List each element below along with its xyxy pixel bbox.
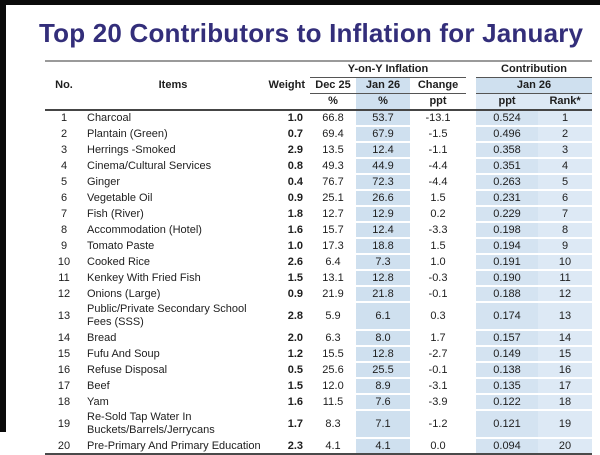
table-row [45, 254, 592, 270]
spacer-cell [466, 238, 476, 254]
cell-weight: 1.8 [263, 206, 310, 222]
table-row [45, 394, 592, 410]
cell-item: Re-Sold Tap Water In Buckets/Barrels/Jerrycans [83, 410, 263, 438]
cell-jan26: 7.6 [356, 394, 410, 410]
table-row [45, 286, 592, 302]
cell-jan26: 6.1 [356, 302, 410, 330]
cell-item: Onions (Large) [83, 286, 263, 302]
cell-contribution-ppt: 0.174 [476, 302, 538, 330]
cell-weight: 1.7 [263, 410, 310, 438]
unit-header-jan26-percent: % [356, 94, 410, 111]
cell-contribution-ppt: 0.524 [476, 110, 538, 126]
cell-dec25: 11.5 [310, 394, 356, 410]
cell-change: 1.5 [410, 190, 466, 206]
cell-dec25: 25.6 [310, 362, 356, 378]
cell-jan26: 12.4 [356, 222, 410, 238]
table-row [45, 222, 592, 238]
column-header-rank: Rank* [538, 94, 592, 111]
cell-weight: 0.9 [263, 286, 310, 302]
cell-rank: 13 [538, 302, 592, 330]
cell-rank: 7 [538, 206, 592, 222]
cell-rank: 10 [538, 254, 592, 270]
spacer-cell [466, 142, 476, 158]
cell-rank: 9 [538, 238, 592, 254]
cell-rank: 16 [538, 362, 592, 378]
cell-weight: 1.6 [263, 222, 310, 238]
cell-dec25: 6.3 [310, 330, 356, 346]
cell-change: 0.0 [410, 438, 466, 454]
cell-dec25: 12.7 [310, 206, 356, 222]
unit-header-contribution-ppt: ppt [476, 94, 538, 111]
column-header-change: Change [410, 78, 466, 94]
cell-change: 1.0 [410, 254, 466, 270]
column-header-contribution-jan26: Jan 26 [476, 78, 592, 94]
spacer-cell [466, 394, 476, 410]
cell-rank: 1 [538, 110, 592, 126]
cell-item: Refuse Disposal [83, 362, 263, 378]
cell-weight: 1.0 [263, 238, 310, 254]
cell-no: 8 [45, 222, 83, 238]
table-row [45, 158, 592, 174]
cell-contribution-ppt: 0.358 [476, 142, 538, 158]
cell-no: 7 [45, 206, 83, 222]
cell-dec25: 13.1 [310, 270, 356, 286]
page-title: Top 20 Contributors to Inflation for January [39, 18, 584, 48]
cell-weight: 2.8 [263, 302, 310, 330]
cell-item: Ginger [83, 174, 263, 190]
cell-dec25: 4.1 [310, 438, 356, 454]
cell-no: 2 [45, 126, 83, 142]
table-row [45, 190, 592, 206]
spacer-cell [466, 190, 476, 206]
cell-contribution-ppt: 0.188 [476, 286, 538, 302]
cell-contribution-ppt: 0.496 [476, 126, 538, 142]
cell-weight: 2.9 [263, 142, 310, 158]
cell-weight: 2.3 [263, 438, 310, 454]
table-row [45, 238, 592, 254]
cell-no: 9 [45, 238, 83, 254]
cell-rank: 17 [538, 378, 592, 394]
cell-weight: 0.8 [263, 158, 310, 174]
cell-change: -1.5 [410, 126, 466, 142]
cell-no: 12 [45, 286, 83, 302]
cell-contribution-ppt: 0.138 [476, 362, 538, 378]
cell-rank: 19 [538, 410, 592, 438]
cell-change: -1.2 [410, 410, 466, 438]
cell-jan26: 18.8 [356, 238, 410, 254]
cell-change: -0.1 [410, 286, 466, 302]
spacer-cell [466, 330, 476, 346]
cell-item: Pre-Primary And Primary Education [83, 438, 263, 454]
cell-item: Bread [83, 330, 263, 346]
cell-dec25: 69.4 [310, 126, 356, 142]
cell-contribution-ppt: 0.194 [476, 238, 538, 254]
cell-jan26: 67.9 [356, 126, 410, 142]
cell-contribution-ppt: 0.191 [476, 254, 538, 270]
cell-item: Kenkey With Fried Fish [83, 270, 263, 286]
cell-contribution-ppt: 0.263 [476, 174, 538, 190]
cell-no: 17 [45, 378, 83, 394]
cell-change: -4.4 [410, 174, 466, 190]
column-group-yoy-inflation: Y-on-Y Inflation [310, 61, 466, 78]
cell-change: 0.2 [410, 206, 466, 222]
cell-contribution-ppt: 0.190 [476, 270, 538, 286]
cell-jan26: 7.1 [356, 410, 410, 438]
spacer-cell [466, 126, 476, 142]
cell-weight: 2.0 [263, 330, 310, 346]
cell-no: 5 [45, 174, 83, 190]
cell-change: -3.9 [410, 394, 466, 410]
cell-weight: 0.4 [263, 174, 310, 190]
cell-jan26: 12.8 [356, 270, 410, 286]
cell-change: 0.3 [410, 302, 466, 330]
cell-contribution-ppt: 0.121 [476, 410, 538, 438]
cell-dec25: 12.0 [310, 378, 356, 394]
cell-jan26: 8.0 [356, 330, 410, 346]
cell-dec25: 5.9 [310, 302, 356, 330]
cell-jan26: 8.9 [356, 378, 410, 394]
table-row [45, 378, 592, 394]
spacer-cell [466, 438, 476, 454]
cell-rank: 4 [538, 158, 592, 174]
cell-item: Fish (River) [83, 206, 263, 222]
cell-weight: 1.0 [263, 110, 310, 126]
column-group-contribution: Contribution [476, 61, 592, 78]
cell-rank: 18 [538, 394, 592, 410]
table-row [45, 206, 592, 222]
table-row [45, 410, 592, 438]
cell-contribution-ppt: 0.198 [476, 222, 538, 238]
inflation-table [45, 60, 592, 455]
cell-rank: 11 [538, 270, 592, 286]
table-row [45, 346, 592, 362]
cell-change: -3.1 [410, 378, 466, 394]
cell-rank: 20 [538, 438, 592, 454]
cell-jan26: 25.5 [356, 362, 410, 378]
spacer-cell [466, 378, 476, 394]
cell-contribution-ppt: 0.135 [476, 378, 538, 394]
spacer-cell [466, 346, 476, 362]
spacer-cell [466, 362, 476, 378]
cell-weight: 1.5 [263, 378, 310, 394]
cell-rank: 8 [538, 222, 592, 238]
cell-change: -3.3 [410, 222, 466, 238]
cell-weight: 2.6 [263, 254, 310, 270]
table-row [45, 302, 592, 330]
cell-weight: 1.6 [263, 394, 310, 410]
cell-no: 16 [45, 362, 83, 378]
table-row [45, 362, 592, 378]
cell-no: 15 [45, 346, 83, 362]
spacer-cell [466, 270, 476, 286]
spacer-cell [466, 302, 476, 330]
cell-rank: 6 [538, 190, 592, 206]
cell-weight: 0.9 [263, 190, 310, 206]
cell-no: 14 [45, 330, 83, 346]
cell-no: 13 [45, 302, 83, 330]
spacer-cell [466, 110, 476, 126]
cell-item: Beef [83, 378, 263, 394]
cell-contribution-ppt: 0.094 [476, 438, 538, 454]
spacer-column [466, 61, 476, 110]
unit-header-dec25-percent: % [310, 94, 356, 111]
cell-weight: 0.7 [263, 126, 310, 142]
cell-jan26: 7.3 [356, 254, 410, 270]
unit-header-change-ppt: ppt [410, 94, 466, 111]
cell-no: 3 [45, 142, 83, 158]
cell-jan26: 26.6 [356, 190, 410, 206]
cell-change: -2.7 [410, 346, 466, 362]
cell-contribution-ppt: 0.351 [476, 158, 538, 174]
table-row [45, 270, 592, 286]
column-header-no: No. [45, 61, 83, 110]
cell-dec25: 21.9 [310, 286, 356, 302]
cell-jan26: 21.8 [356, 286, 410, 302]
column-header-items: Items [83, 61, 263, 110]
cell-dec25: 15.7 [310, 222, 356, 238]
cell-item: Herrings -Smoked [83, 142, 263, 158]
table-header [45, 61, 592, 110]
table-row [45, 126, 592, 142]
spacer-cell [466, 174, 476, 190]
cell-dec25: 66.8 [310, 110, 356, 126]
cell-dec25: 17.3 [310, 238, 356, 254]
cell-dec25: 25.1 [310, 190, 356, 206]
cell-item: Cooked Rice [83, 254, 263, 270]
cell-weight: 1.2 [263, 346, 310, 362]
cell-no: 6 [45, 190, 83, 206]
table-row [45, 330, 592, 346]
header-group-row [45, 61, 592, 78]
spacer-cell [466, 158, 476, 174]
cell-dec25: 8.3 [310, 410, 356, 438]
cell-item: Cinema/Cultural Services [83, 158, 263, 174]
spacer-cell [466, 254, 476, 270]
cell-item: Vegetable Oil [83, 190, 263, 206]
cell-change: -4.4 [410, 158, 466, 174]
cell-no: 4 [45, 158, 83, 174]
table-row [45, 110, 592, 126]
cell-weight: 0.5 [263, 362, 310, 378]
spacer-cell [466, 206, 476, 222]
cell-contribution-ppt: 0.157 [476, 330, 538, 346]
cell-dec25: 49.3 [310, 158, 356, 174]
cell-no: 18 [45, 394, 83, 410]
cell-item: Accommodation (Hotel) [83, 222, 263, 238]
cell-no: 19 [45, 410, 83, 438]
cell-no: 20 [45, 438, 83, 454]
cell-contribution-ppt: 0.122 [476, 394, 538, 410]
cell-change: -0.3 [410, 270, 466, 286]
table-row [45, 174, 592, 190]
cell-item: Tomato Paste [83, 238, 263, 254]
cell-weight: 1.5 [263, 270, 310, 286]
spacer-cell [466, 222, 476, 238]
cell-no: 1 [45, 110, 83, 126]
cell-item: Yam [83, 394, 263, 410]
cell-rank: 2 [538, 126, 592, 142]
cell-change: -13.1 [410, 110, 466, 126]
cell-change: -1.1 [410, 142, 466, 158]
cell-jan26: 72.3 [356, 174, 410, 190]
cell-rank: 15 [538, 346, 592, 362]
cell-no: 11 [45, 270, 83, 286]
spacer-cell [466, 410, 476, 438]
cell-contribution-ppt: 0.231 [476, 190, 538, 206]
table-row [45, 438, 592, 454]
column-header-jan26: Jan 26 [356, 78, 410, 94]
cell-item: Plantain (Green) [83, 126, 263, 142]
cell-item: Public/Private Secondary School Fees (SSS) [83, 302, 263, 330]
cell-jan26: 53.7 [356, 110, 410, 126]
cell-dec25: 76.7 [310, 174, 356, 190]
cell-dec25: 15.5 [310, 346, 356, 362]
table-row [45, 142, 592, 158]
cell-rank: 14 [538, 330, 592, 346]
cell-change: -0.1 [410, 362, 466, 378]
column-header-dec25: Dec 25 [310, 78, 356, 94]
cell-item: Fufu And Soup [83, 346, 263, 362]
cell-contribution-ppt: 0.149 [476, 346, 538, 362]
cell-jan26: 12.9 [356, 206, 410, 222]
cell-jan26: 4.1 [356, 438, 410, 454]
cell-jan26: 12.4 [356, 142, 410, 158]
spacer-cell [466, 286, 476, 302]
cell-jan26: 12.8 [356, 346, 410, 362]
cell-change: 1.5 [410, 238, 466, 254]
cell-rank: 12 [538, 286, 592, 302]
cell-jan26: 44.9 [356, 158, 410, 174]
table-body [45, 110, 592, 454]
cell-contribution-ppt: 0.229 [476, 206, 538, 222]
column-header-weight: Weight [263, 61, 310, 110]
cell-item: Charcoal [83, 110, 263, 126]
cell-rank: 5 [538, 174, 592, 190]
cell-no: 10 [45, 254, 83, 270]
cell-dec25: 6.4 [310, 254, 356, 270]
cell-change: 1.7 [410, 330, 466, 346]
cell-dec25: 13.5 [310, 142, 356, 158]
cell-rank: 3 [538, 142, 592, 158]
